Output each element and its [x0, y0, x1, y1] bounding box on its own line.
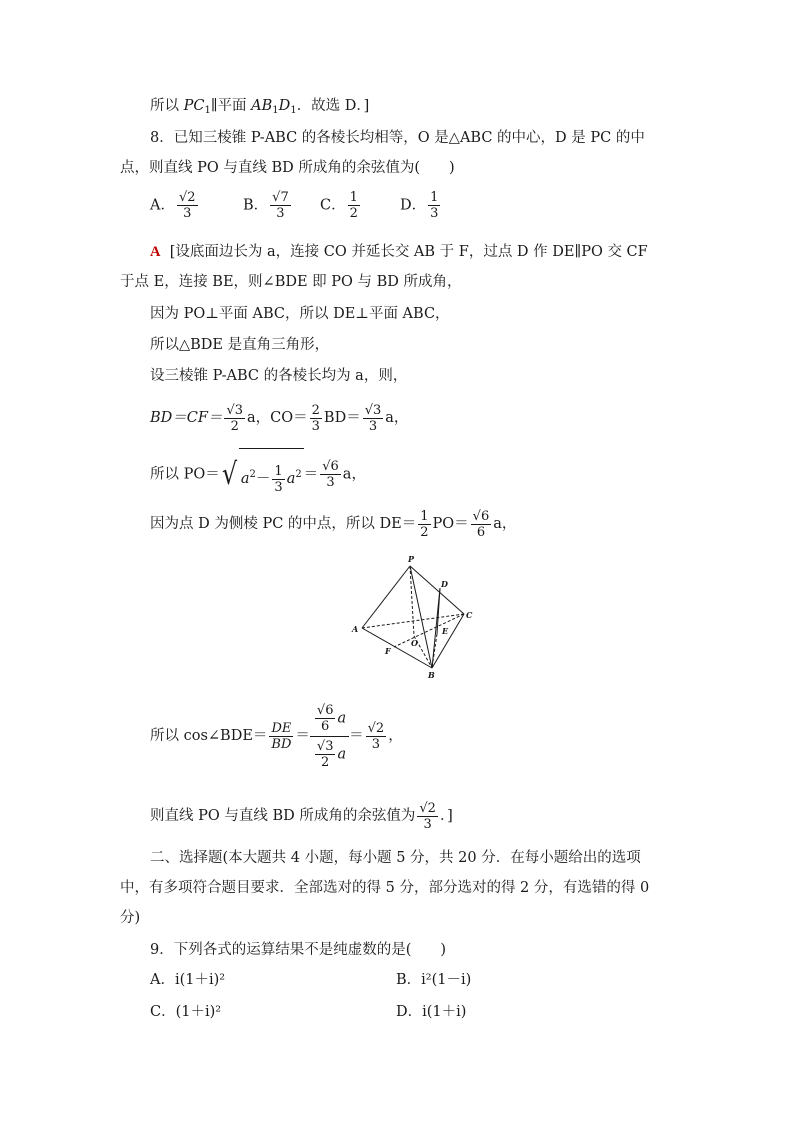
- equation-bd-co: BD＝CF＝ $\frac{√3}{2}$ a，CO＝ $\frac{2}{3}$ BD＝ $\frac{√3}{3}$ a，: [150, 402, 409, 434]
- conclusion-line: 则直线 PO 与直线 BD 所成角的余弦值为 $\frac{√2}{3}$ ．]: [150, 800, 453, 832]
- q8-option-c: C． $\frac{1}{2}$: [320, 190, 358, 221]
- q9-option-c: C．(1＋i)²: [150, 1004, 222, 1020]
- q9-option-a: A．i(1＋i)²: [150, 972, 226, 988]
- q8-solution-line4: 所以△BDE 是直角三角形，: [150, 337, 330, 353]
- tetrahedron-figure: [340, 550, 480, 682]
- label-c: C: [466, 610, 473, 620]
- section2-heading-line2: 中，有多项符合题目要求．全部选对的得 5 分，部分选对的得 2 分，有选错的得 0: [120, 880, 650, 896]
- label-f: F: [385, 646, 391, 656]
- q8-solution-line5: 设三棱锥 P-ABC 的各棱长均为 a，则，: [150, 368, 408, 384]
- q8-solution-line2: 于点 E，连接 BE，则∠BDE 即 PO 与 BD 所成角，: [120, 274, 462, 290]
- equation-po: 所以 PO＝√ $a^2-$ $\frac{1}{3}$ $a^2$ ＝ $\frac{√6}{3}$ a，: [150, 448, 366, 501]
- q8-option-b: B． $\frac{√7}{3}$: [243, 190, 289, 221]
- label-o: O: [411, 638, 418, 648]
- section2-heading-line1: 二、选择题(本大题共 4 小题，每小题 5 分，共 20 分．在每小题给出的选项: [150, 850, 641, 866]
- prev-answer-tail: 所以 $PC_1\parallel$平面 $AB_1D_1$．故选 D．]: [150, 98, 370, 116]
- section2-heading-line3: 分): [120, 910, 141, 926]
- label-e: E: [442, 626, 449, 636]
- label-b: B: [428, 670, 435, 680]
- q8-stem-line1: 8．已知三棱锥 P-ABC 的各棱长均相等，O 是△ABC 的中心，D 是 PC 的中: [150, 130, 645, 146]
- q8-solution-line3: 因为 PO⊥平面 ABC，所以 DE⊥平面 ABC，: [150, 306, 450, 322]
- label-a: A: [352, 624, 359, 634]
- q8-solution-line1: A [设底面边长为 a，连接 CO 并延长交 AB 于 F，过点 D 作 DE∥PO 交 CF: [150, 244, 648, 260]
- label-d: D: [441, 579, 448, 589]
- equation-cos-bde: 所以 cos∠BDE＝ $\frac{DE}{BD}$ ＝ $\frac{√6}{6}$ a $\frac{√3}{2}$ a ＝ $\frac{√2}{3}$ ，: [150, 702, 403, 770]
- equation-de: 因为点 D 为侧棱 PC 的中点，所以 DE＝ $\frac{1}{2}$ PO＝ $\frac{√6}{6}$ a，: [150, 508, 517, 540]
- q9-stem: 9．下列各式的运算结果不是纯虚数的是( ): [150, 942, 447, 958]
- q8-option-a: A． $\frac{√2}{3}$: [150, 190, 196, 221]
- answer-letter: A: [150, 244, 161, 260]
- q8-option-d: D． $\frac{1}{3}$: [400, 190, 439, 221]
- q9-option-d: D．i(1＋i): [396, 1004, 467, 1020]
- q8-stem-line2: 点，则直线 PO 与直线 BD 所成角的余弦值为( ): [120, 160, 455, 176]
- q9-option-b: B．i²(1－i): [396, 972, 472, 988]
- label-p: P: [408, 554, 415, 564]
